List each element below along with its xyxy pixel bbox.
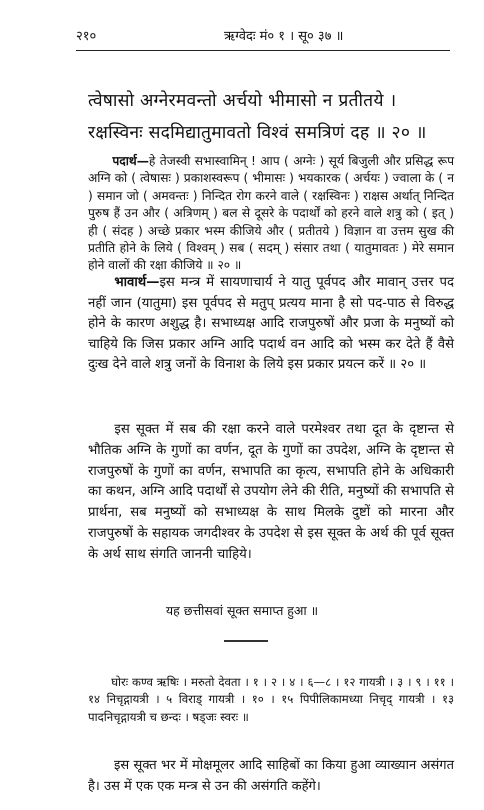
page-header: [76, 26, 450, 46]
sukta-meta: [88, 662, 454, 738]
summary-paragraph: [88, 420, 454, 566]
bhavartha-paragraph: [88, 273, 454, 376]
mantra-line-2: रक्षस्विनः सदमिद्यातुमावतो विश्वं समत्रिणं दह ॥ २० ॥: [88, 123, 427, 143]
running-title: ऋग्वेदः मं० १ । सू० ३७ ॥: [224, 29, 344, 44]
footnote-paragraph: [88, 742, 454, 810]
bhavartha-label: भावार्थ—: [114, 275, 160, 290]
page-number: २१०: [76, 29, 97, 44]
sukta-end-note: यह छत्तीसवां सूक्त समाप्त हुआ ॥: [165, 603, 319, 618]
padartha-label: पदार्थ—: [112, 154, 149, 168]
section-divider: [224, 640, 268, 642]
bhavartha-text: इस मन्त्र में सायणाचार्य ने यातु पूर्वपद और मावान् उत्तर पद नहीं जान (यातुमा) इस पूर्वपद से मतुप् प्रत्यय माना है सो पद-पाठ से विरुद्ध होने के कारण अशुद्ध है। सभाध्यक्ष आदि राजपुरुषों और प्रजा के मनुष्यों को चाहिये कि जिस प्रकार अग्नि आदि पदार्थ वन आदि को भस्म कर देते हैं वैसे दुःख देने वाले शत्रु जनों के विनाश के लिये इस प्रकार प्रयत्न करें ॥ २० ॥: [88, 275, 454, 372]
padartha-paragraph: [88, 153, 454, 275]
summary-text: इस सूक्त में सब की रक्षा करने वाले परमेश्वर तथा दूत के दृष्टान्त से भौतिक अग्नि के गुणों का वर्णन, दूत के गुणों का उपदेश, अग्नि के दृष्टान्त से राजपुरुषों के गुणों का वर्णन, सभापति का कृत्य, सभापति होने के अधिकारी का कथन, अग्नि आदि पदार्थों से उपयोग लेने की रीति, मनुष्यों की सभापति से प्रार्थना, सब मनुष्यों को सभाध्यक्ष के साथ मिलके दुष्टों को मारना और राजपुरुषों के सहायक जगदीश्वर के उपदेश से इस सूक्त के अर्थ की पूर्व सूक्त के अर्थ साथ संगति जाननी चाहिये।: [88, 422, 454, 562]
header-rule: [76, 50, 450, 51]
footnote-text: इस सूक्त भर में मोक्षमूलर आदि साहिबों का किया हुआ व्याख्यान असंगत है। उस में एक एक मन्त्र से उन की असंगति कहेंगे।: [88, 758, 454, 794]
meta-text: घोरः कण्व ऋषिः । मरुतो देवता । १ । २ । ४ । ६—८ । १२ गायत्री । ३ । ९ । ११ । १४ निचृद्गायत्री । ५ विराड् गायत्री । १० । १५ पिपीलिकामध्या निचृद् गायत्री । १३ पादनिचृद्गायत्री च छन्दः । षड्जः स्वरः ॥: [88, 674, 454, 724]
padartha-text: हे तेजस्वी सभास्वामिन् ! आप ( अग्नेः ) सूर्य बिजुली और प्रसिद्ध रूप अग्नि को ( त्वेषासः ) प्रकाशस्वरूप ( भीमासः ) भयकारक ( अर्चयः ) ज्वाला के ( न ) समान जो ( अमवन्तः ) निन्दित रोग करने वाले ( रक्षस्विनः ) राक्षस अर्थात् निन्दित पुरुष हैं उन और ( अत्रिणम् ) बल से दूसरे के पदार्थों को हरने वाले शत्रु को ( इत् ) ही ( संदह ) अच्छे प्रकार भस्म कीजिये और ( प्रतीतये ) विज्ञान वा उत्तम सुख की प्रतीति होने के लिये ( विश्वम् ) सब ( सदम् ) संसार तथा ( यातुमावतः ) मेरे समान होने वालों की रक्षा कीजिये ॥ २० ॥: [88, 154, 454, 273]
mantra-line-1: त्वेषासो अग्नेरमवन्तो अर्चयो भीमासो न प्रतीतये ।: [88, 91, 397, 111]
